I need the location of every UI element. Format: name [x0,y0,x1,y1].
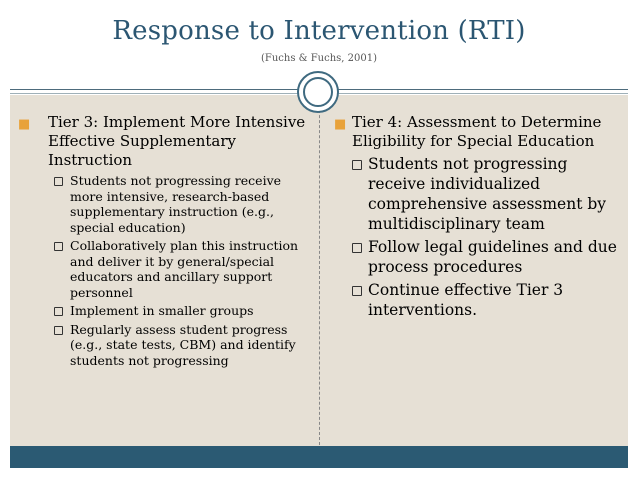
bullet-icon: ■ [334,117,347,132]
slide-title: Response to Intervention (RTI) [112,16,526,46]
checkbox-bullet-icon [352,160,362,170]
left-list-item [38,303,310,319]
left-item-text: Students not progressing receive more intensive, research-based supplementary instruction (e.g., special education) [70,173,282,235]
slide-subtitle: (Fuchs & Fuchs, 2001) [261,53,377,64]
right-item-text: Follow legal guidelines and due process procedures [368,238,617,276]
right-list-item [334,237,622,277]
checkbox-bullet-icon [54,307,63,316]
right-list-item [334,154,622,234]
checkbox-bullet-icon [54,326,63,335]
footer-bar [10,446,628,468]
left-column [18,113,310,368]
left-item-text: Regularly assess student progress (e.g., state tests, CBM) and identify students not progressing [70,321,296,368]
column-divider [319,100,320,445]
checkbox-bullet-icon [352,243,362,253]
left-list-item [38,322,310,369]
circle-ornament-inner-icon [303,77,333,107]
right-item-text: Students not progressing receive individualized comprehensive assessment by multidisciplinary team [368,155,607,233]
left-item-text: Collaboratively plan this instruction and deliver it by general/special educators and ancillary support personnel [70,238,299,300]
right-heading: Tier 4: Assessment to Determine Eligibility for Special Education [352,113,602,150]
right-item-text: Continue effective Tier 3 interventions. [368,281,564,319]
checkbox-bullet-icon [352,286,362,296]
checkbox-bullet-icon [54,177,63,186]
left-list-item [38,238,310,300]
left-heading-bullet [12,113,310,170]
circle-ornament-icon [297,71,339,113]
right-column [334,113,622,320]
right-list-item [334,280,622,320]
left-heading: Tier 3: Implement More Intensive Effective Supplementary Instruction [48,113,306,169]
left-list-item [38,173,310,235]
right-heading-bullet [334,113,622,151]
left-item-text: Implement in smaller groups [70,303,254,318]
checkbox-bullet-icon [54,242,63,251]
bullet-icon: ■ [18,117,31,132]
